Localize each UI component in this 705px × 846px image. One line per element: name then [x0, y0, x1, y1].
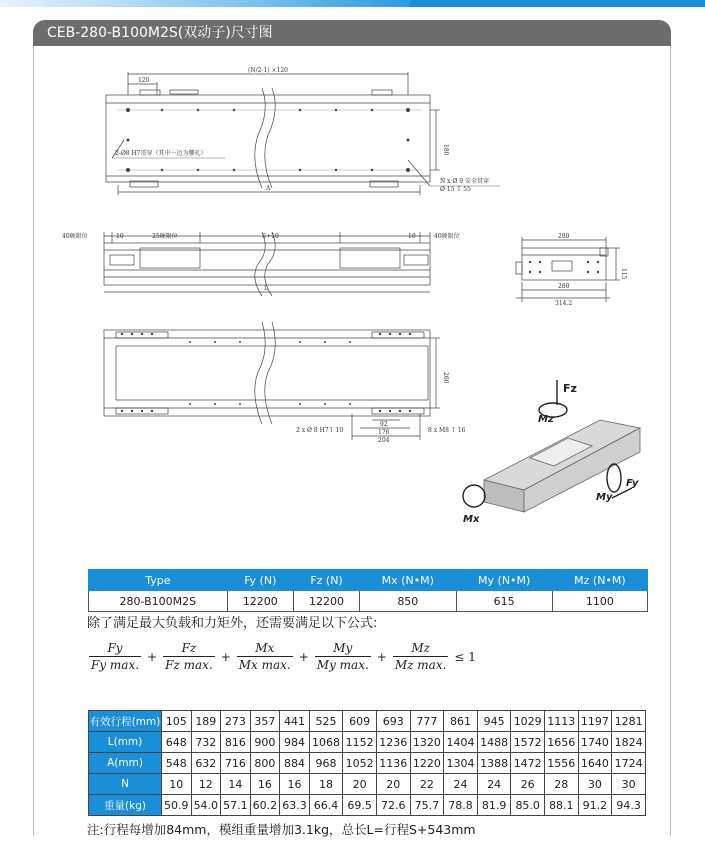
label-bottom-pin: 2 x Ø 8 H7↧ 10 — [296, 427, 344, 434]
length-note: 注:行程每增加84mm，模组重量增加3.1kg，总长L=行程S+543mm — [87, 822, 476, 837]
stroke-cell: 1824 — [612, 732, 646, 753]
axis-mx: Mx — [463, 514, 480, 525]
page-title: CEB-280-B100M2S(双动子)尺寸图 — [33, 20, 671, 46]
stroke-cell: 1320 — [410, 732, 444, 753]
spec-cell: 1100 — [552, 591, 647, 612]
stroke-cell: 525 — [309, 711, 343, 732]
stroke-cell: 1136 — [376, 753, 410, 774]
stroke-cell: 24 — [477, 774, 511, 795]
formula-plus: + — [376, 649, 387, 664]
formula-num: Fy — [107, 641, 123, 655]
formula-num: Fz — [181, 641, 197, 655]
stroke-cell: 1068 — [309, 732, 343, 753]
stroke-cell: 1152 — [343, 732, 377, 753]
label-a: A — [266, 185, 271, 192]
stroke-cell: 548 — [162, 753, 192, 774]
stroke-cell: 1640 — [578, 753, 612, 774]
axis-mz: Mz — [538, 414, 554, 425]
formula-plus: + — [147, 649, 158, 664]
stroke-row — [89, 795, 646, 816]
stroke-cell: 816 — [221, 732, 251, 753]
stroke-cell: 1197 — [578, 711, 612, 732]
stroke-cell: 1656 — [545, 732, 579, 753]
stroke-cell: 26 — [511, 774, 545, 795]
stroke-cell: 14 — [221, 774, 251, 795]
stroke-row-label: L(mm) — [89, 732, 162, 753]
stroke-cell: 632 — [191, 753, 221, 774]
spec-header-cell: Type — [89, 570, 228, 591]
stroke-cell: 57.1 — [221, 795, 251, 816]
label-10-left: 10 — [116, 233, 124, 240]
formula-den: Fz max. — [165, 658, 213, 672]
stroke-cell: 20 — [376, 774, 410, 795]
formula-rhs: ≤ 1 — [454, 649, 476, 664]
stroke-cell: 900 — [250, 732, 280, 753]
label-safety-counter: Ø 15 ↧ 55 — [440, 186, 471, 193]
stroke-cell: 357 — [250, 711, 280, 732]
label-end-314: 314.2 — [555, 300, 573, 307]
formula-num: Mx — [255, 641, 275, 655]
stroke-cell: 1220 — [410, 753, 444, 774]
stroke-cell: 1281 — [612, 711, 646, 732]
stroke-row — [89, 711, 646, 732]
label-l: L — [264, 285, 268, 292]
stroke-cell: 78.8 — [444, 795, 478, 816]
spec-cell: 12200 — [293, 591, 359, 612]
stroke-cell: 609 — [343, 711, 377, 732]
stroke-cell: 968 — [309, 753, 343, 774]
stroke-row-label: N — [89, 774, 162, 795]
stroke-cell: 30 — [612, 774, 646, 795]
label-stroke-s10: S+10 — [262, 233, 279, 240]
stroke-cell: 1572 — [511, 732, 545, 753]
label-end-115: 115 — [620, 268, 627, 280]
axis-fz: Fz — [563, 382, 577, 395]
stroke-row-label: 有效行程(mm) — [89, 711, 162, 732]
stroke-cell: 1556 — [545, 753, 579, 774]
stroke-cell: 1472 — [511, 753, 545, 774]
stroke-cell: 22 — [410, 774, 444, 795]
stroke-cell: 20 — [343, 774, 377, 795]
formula-plus: + — [298, 649, 309, 664]
spec-row — [89, 591, 648, 612]
stroke-row-label: 重量(kg) — [89, 795, 162, 816]
stroke-cell: 648 — [162, 732, 192, 753]
formula-term — [393, 641, 449, 672]
label-bottom-260: 260 — [442, 372, 449, 384]
label-limit-right: 40硬限位 — [434, 233, 460, 240]
axis-fy: Fy — [626, 478, 639, 489]
stroke-cell: 94.3 — [612, 795, 646, 816]
stroke-cell: 945 — [477, 711, 511, 732]
spec-header-cell: Fy (N) — [227, 570, 293, 591]
label-limit-25: 25硬限位 — [152, 233, 178, 240]
spec-header-cell: Fz (N) — [293, 570, 359, 591]
stroke-cell: 24 — [444, 774, 478, 795]
stroke-cell: 50.9 — [162, 795, 192, 816]
stroke-row — [89, 774, 646, 795]
stroke-cell: 10 — [162, 774, 192, 795]
formula-term — [237, 641, 293, 672]
stroke-cell: 81.9 — [477, 795, 511, 816]
label-bottom-screw: 8 x M8 ↧ 16 — [428, 427, 466, 434]
formula-plus: + — [220, 649, 231, 664]
stroke-cell: 88.1 — [545, 795, 579, 816]
stroke-cell: 72.6 — [376, 795, 410, 816]
stroke-cell: 1113 — [545, 711, 579, 732]
label-end-280-top: 280 — [558, 233, 570, 240]
label-safety-hole: N x Ø 9 安全贯穿 — [440, 178, 489, 185]
stroke-cell: 75.7 — [410, 795, 444, 816]
stroke-cell: 16 — [280, 774, 310, 795]
stroke-cell: 189 — [191, 711, 221, 732]
label-hole-note: 2-Ø8 H7贯穿（其中一边为腰孔） — [115, 150, 207, 157]
spec-cell: 850 — [360, 591, 456, 612]
stroke-cell: 1029 — [511, 711, 545, 732]
axis-my: My — [596, 492, 613, 503]
formula-term — [163, 641, 215, 672]
stroke-table — [88, 710, 646, 816]
spec-header-cell: Mz (N•M) — [552, 570, 647, 591]
label-10-right: 10 — [408, 233, 416, 240]
spec-cell: 280-B100M2S — [89, 591, 228, 612]
stroke-cell: 28 — [545, 774, 579, 795]
label-limit-left: 40硬限位 — [62, 233, 88, 240]
stroke-cell: 91.2 — [578, 795, 612, 816]
stroke-cell: 85.0 — [511, 795, 545, 816]
stroke-cell: 984 — [280, 732, 310, 753]
stroke-cell: 1404 — [444, 732, 478, 753]
stroke-cell: 63.3 — [280, 795, 310, 816]
stroke-cell: 54.0 — [191, 795, 221, 816]
stroke-cell: 861 — [444, 711, 478, 732]
formula-note: 除了满足最大负载和力矩外，还需要满足以下公式: — [87, 616, 378, 631]
load-formula — [87, 641, 480, 672]
formula-den: My max. — [316, 658, 369, 672]
stroke-cell: 732 — [191, 732, 221, 753]
label-bottom-204: 204 — [378, 437, 390, 444]
stroke-row-label: A(mm) — [89, 753, 162, 774]
spec-cell: 12200 — [227, 591, 293, 612]
formula-num: Mz — [411, 641, 430, 655]
stroke-cell: 1388 — [477, 753, 511, 774]
label-end-280-bottom: 280 — [558, 283, 570, 290]
stroke-cell: 1236 — [376, 732, 410, 753]
stroke-row — [89, 753, 646, 774]
spec-header-row — [89, 570, 648, 591]
formula-term — [315, 641, 371, 672]
stroke-cell: 777 — [410, 711, 444, 732]
stroke-cell: 60.2 — [250, 795, 280, 816]
stroke-cell: 1304 — [444, 753, 478, 774]
label-120: 120 — [138, 77, 150, 84]
label-180: 180 — [442, 144, 449, 156]
formula-den: Mz max. — [394, 658, 447, 672]
spec-table — [88, 569, 648, 612]
stroke-cell: 884 — [280, 753, 310, 774]
stroke-cell: 105 — [162, 711, 192, 732]
stroke-cell: 12 — [191, 774, 221, 795]
stroke-cell: 800 — [250, 753, 280, 774]
formula-num: My — [333, 641, 353, 655]
label-bottom-176: 176 — [378, 429, 390, 436]
stroke-cell: 1724 — [612, 753, 646, 774]
stroke-cell: 69.5 — [343, 795, 377, 816]
stroke-cell: 693 — [376, 711, 410, 732]
label-bottom-92: 92 — [380, 421, 388, 428]
stroke-cell: 1488 — [477, 732, 511, 753]
spec-cell: 615 — [456, 591, 552, 612]
stroke-cell: 30 — [578, 774, 612, 795]
stroke-cell: 18 — [309, 774, 343, 795]
formula-den: Mx max. — [238, 658, 291, 672]
stroke-cell: 66.4 — [309, 795, 343, 816]
stroke-cell: 441 — [280, 711, 310, 732]
label-pitch: (N/2-1) ×120 — [248, 67, 289, 74]
formula-term — [89, 641, 141, 672]
stroke-row — [89, 732, 646, 753]
formula-den: Fy max. — [91, 658, 140, 672]
spec-header-cell: Mx (N•M) — [360, 570, 456, 591]
stroke-cell: 1740 — [578, 732, 612, 753]
stroke-cell: 1052 — [343, 753, 377, 774]
stroke-cell: 273 — [221, 711, 251, 732]
stroke-cell: 16 — [250, 774, 280, 795]
spec-header-cell: My (N•M) — [456, 570, 552, 591]
stroke-cell: 716 — [221, 753, 251, 774]
